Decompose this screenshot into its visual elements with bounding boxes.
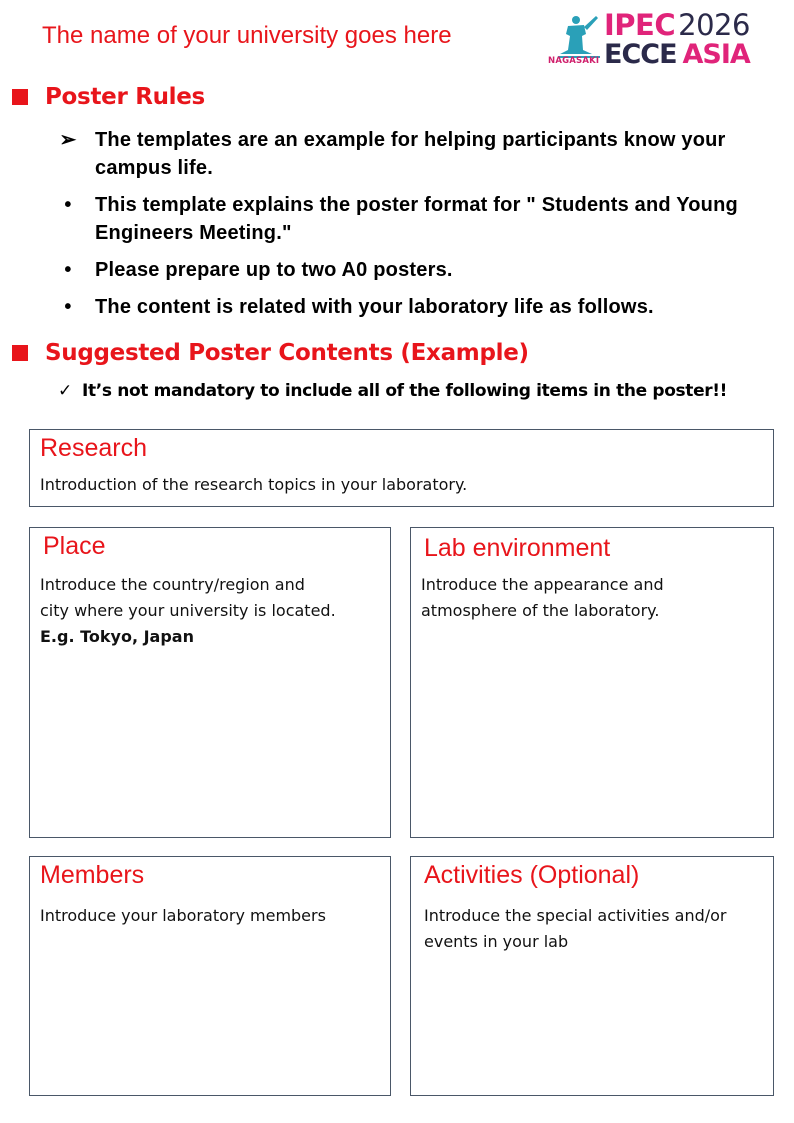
bullet-icon: •: [64, 296, 72, 318]
members-title: Members: [40, 861, 145, 889]
conference-logo: [548, 8, 784, 72]
research-description: Introduction of the research topics in your laboratory.: [40, 475, 468, 494]
place-title: Place: [43, 532, 106, 560]
research-title: Research: [40, 434, 147, 462]
logo-line1: IPEC 2026: [604, 8, 750, 42]
list-item: • Please prepare up to two A0 posters.: [58, 256, 786, 284]
activities-title: Activities (Optional): [424, 861, 640, 889]
lab-environment-box: [410, 527, 774, 838]
suggested-contents-heading: Suggested Poster Contents (Example): [12, 340, 529, 366]
place-example: E.g. Tokyo, Japan: [40, 627, 194, 646]
square-bullet-icon: [12, 89, 28, 105]
list-item: • The content is related with your laboratory life as follows.: [58, 293, 786, 321]
bullet-icon: •: [64, 259, 72, 281]
university-name: The name of your university goes here: [42, 22, 452, 49]
optional-note: ✓ It’s not mandatory to include all of the following items in the poster!!: [58, 381, 728, 401]
poster-rules-heading: Poster Rules: [12, 84, 205, 110]
poster-rules-list: [58, 126, 786, 330]
place-box: [29, 527, 391, 838]
place-description: Introduce the country/region and city where your university is located. E.g. Tokyo, Japan: [40, 572, 336, 650]
activities-box: [410, 856, 774, 1096]
members-box: [29, 856, 391, 1096]
square-bullet-icon: [12, 345, 28, 361]
activities-description: Introduce the special activities and/or events in your lab: [424, 906, 727, 951]
list-item: ➢ The templates are an example for helping participants know your campus life.: [58, 126, 786, 182]
bullet-icon: •: [64, 194, 72, 216]
logo-line2: ECCE ASIA: [604, 39, 750, 70]
checkmark-icon: ✓: [58, 381, 72, 401]
logo-location: NAGASAKI: [548, 56, 600, 66]
members-description: Introduce your laboratory members: [40, 906, 326, 925]
list-item: • This template explains the poster format for " Students and Young Engineers Meeting.": [58, 191, 786, 247]
arrow-bullet-icon: ➢: [59, 129, 77, 151]
lab-environment-description: Introduce the appearance and atmosphere of the laboratory.: [421, 575, 664, 620]
samurai-figure-icon: [556, 12, 602, 58]
lab-environment-title: Lab environment: [424, 534, 611, 562]
research-box: [29, 429, 774, 507]
